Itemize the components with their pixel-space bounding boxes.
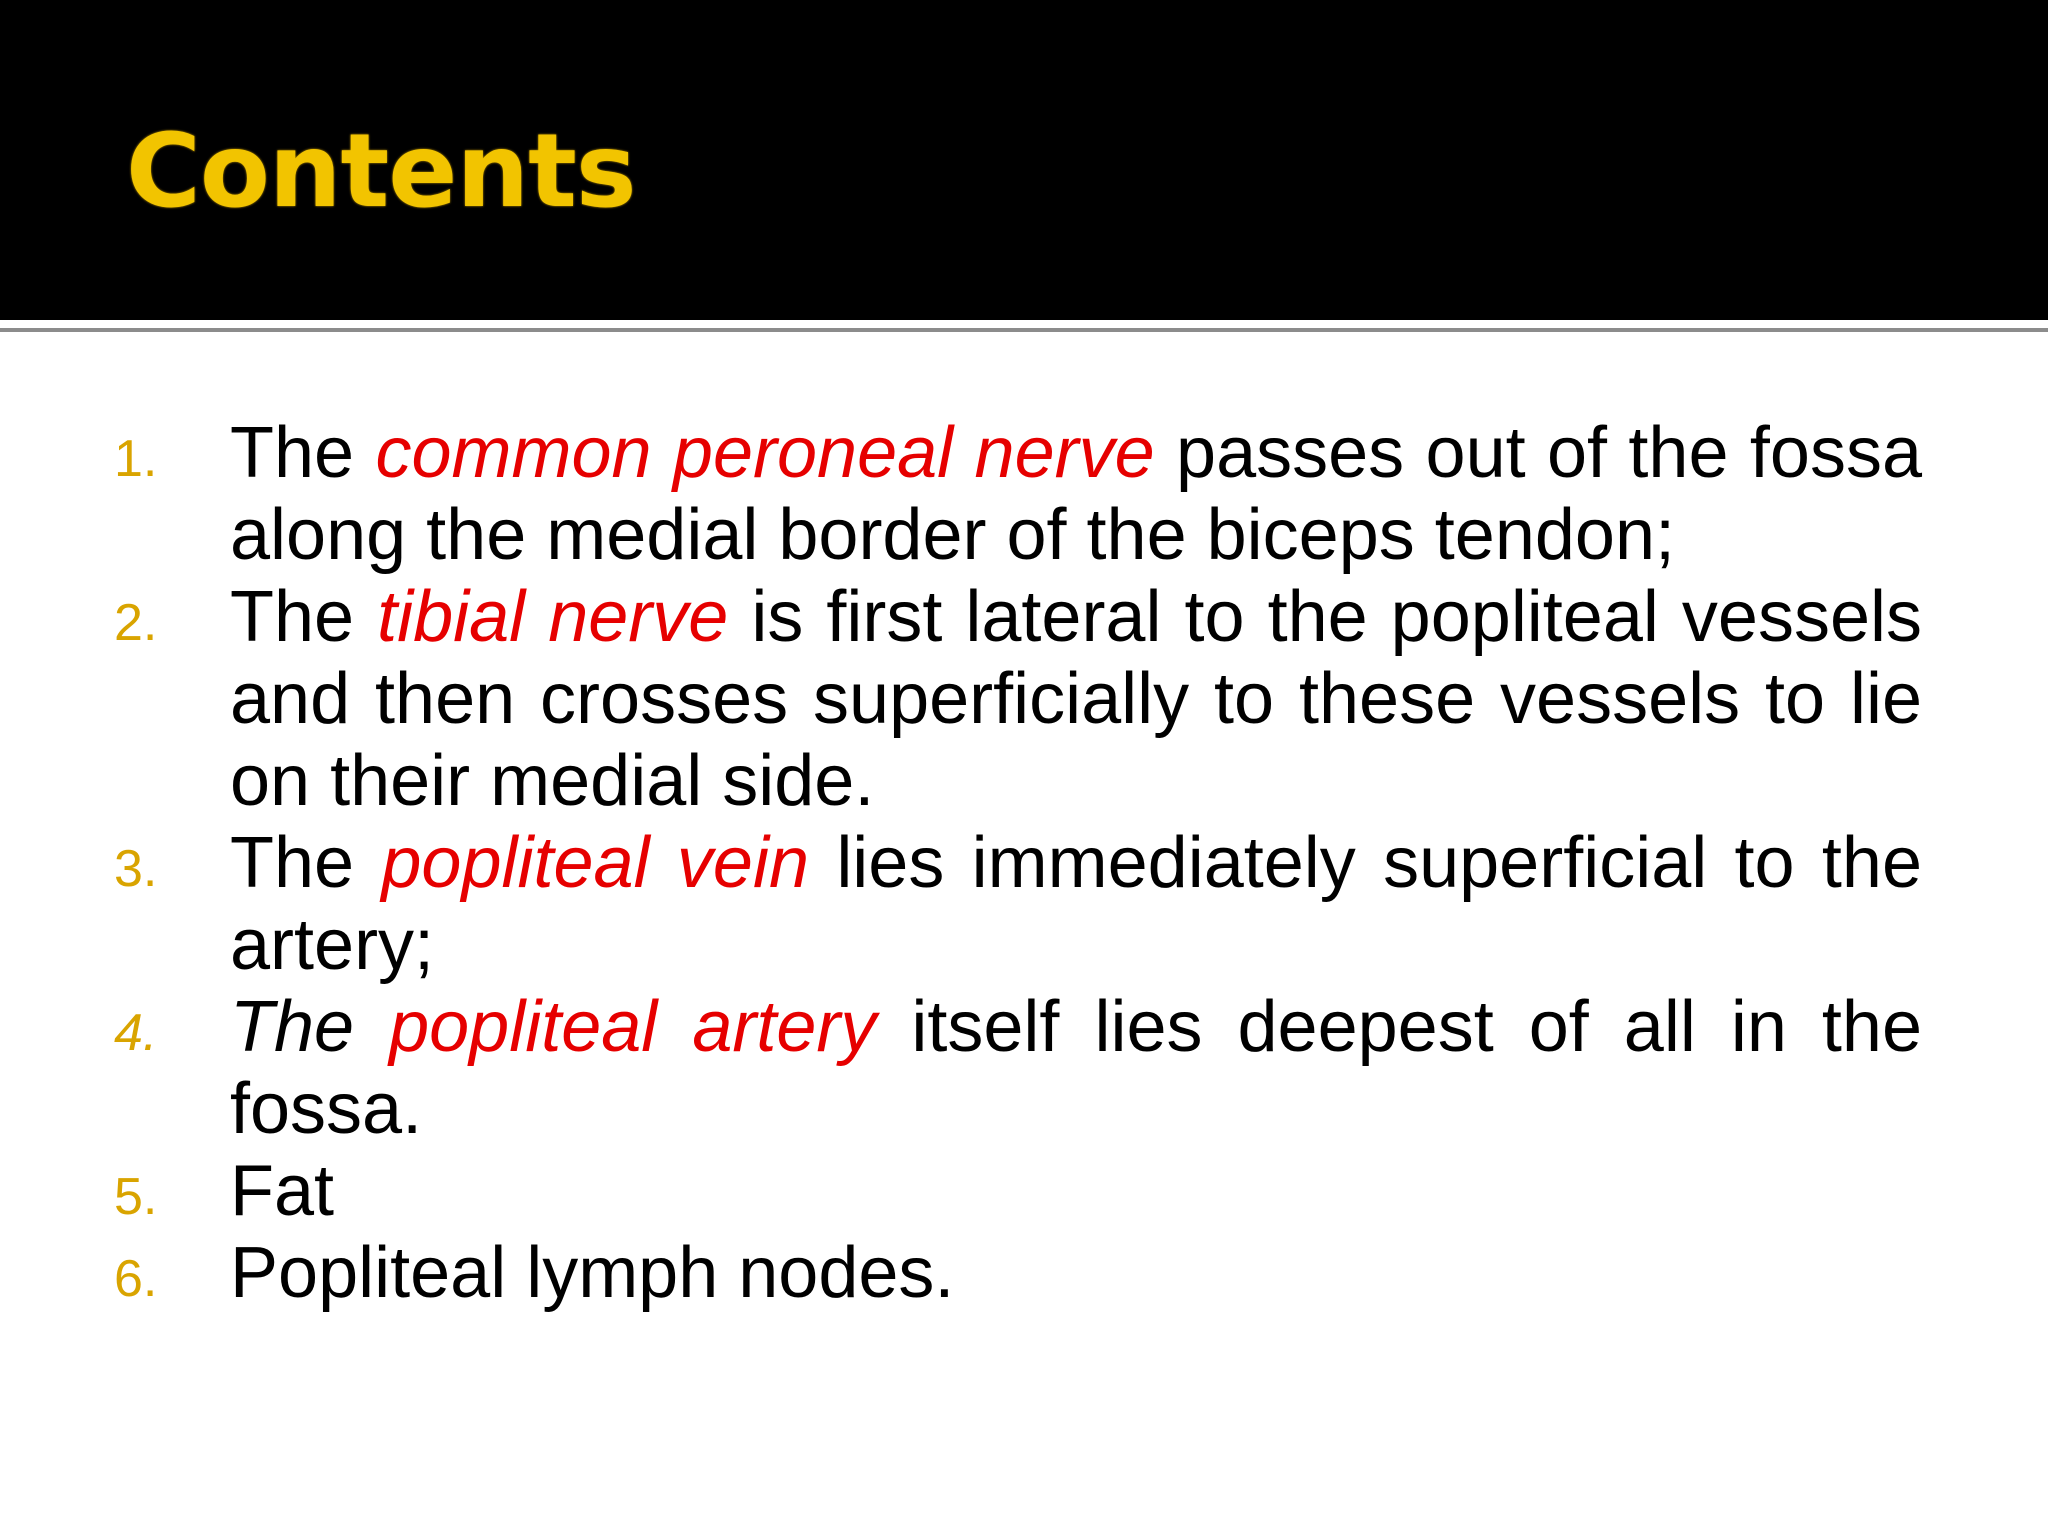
header-divider [0,328,2048,332]
highlight-term: tibial nerve [377,577,729,657]
item-text-pre: The [230,577,378,657]
item-text-post: is first lateral to the popliteal vessels and then crosses superficially to these vessels to lie on their medial side. [230,577,1923,821]
list-number: 3. [114,840,158,898]
item-text-pre: The [230,987,390,1067]
highlight-term: popliteal artery [389,987,877,1067]
highlight-term: common peroneal nerve [375,413,1155,493]
list-item [110,576,1922,822]
item-text-post: passes out of the fossa along the medial border of the biceps tendon; [230,413,1922,575]
item-text-pre: The [230,413,376,493]
contents-list [110,412,1922,1314]
list-item [110,1232,1922,1314]
list-number: 2. [114,594,158,652]
item-text-post: itself lies deepest of all in the fossa. [230,987,1922,1149]
list-number: 5. [114,1168,158,1226]
list-item [110,986,1922,1150]
highlight-term: popliteal vein [381,823,809,903]
list-number: 6. [114,1250,158,1308]
list-item [110,822,1922,986]
slide-title: Contents [126,112,636,231]
item-text-post: lies immediately superficial to the artery; [230,823,1923,985]
item-text-pre: The [230,823,382,903]
header-band [0,0,2048,320]
item-text: Fat [230,1151,335,1231]
list-item [110,1150,1922,1232]
list-item [110,412,1922,576]
list-number: 1. [114,430,158,488]
list-number: 4. [114,1004,158,1062]
item-text: Popliteal lymph nodes. [230,1233,955,1313]
